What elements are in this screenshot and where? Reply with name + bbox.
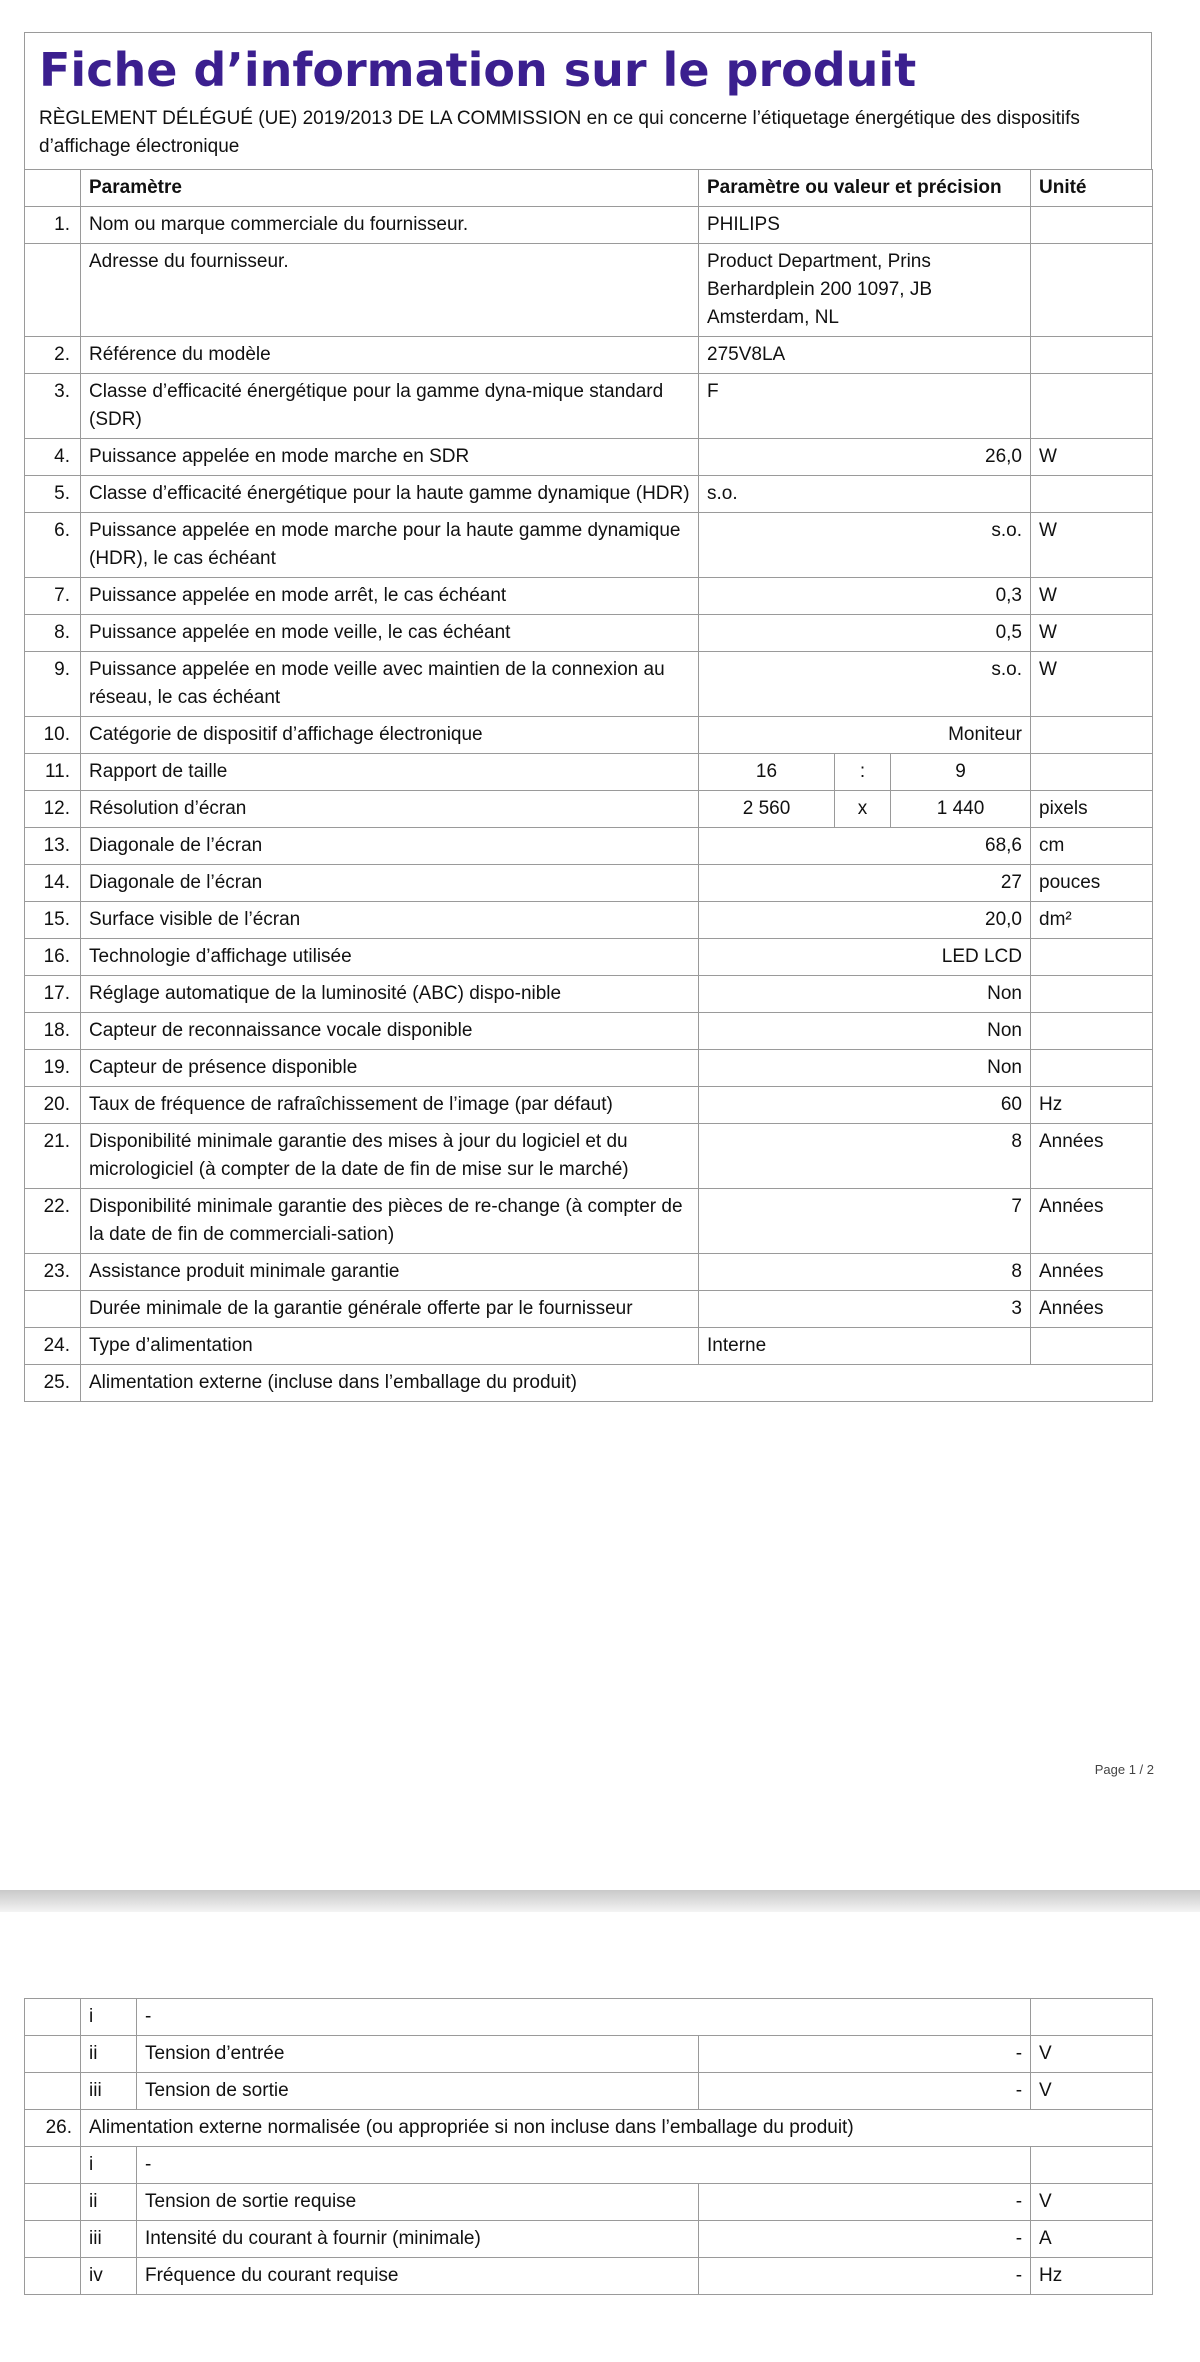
row-label: Rapport de taille: [81, 754, 699, 791]
sub-index: i: [81, 1999, 137, 2036]
row-number: 6.: [25, 513, 81, 578]
row-value: 8: [699, 1254, 1031, 1291]
row-label: Nom ou marque commerciale du fournisseur.: [81, 207, 699, 244]
row-value: Non: [699, 1050, 1031, 1087]
row-number: [25, 2184, 81, 2221]
resolution-width: 2 560: [699, 791, 835, 828]
row-unit: Années: [1031, 1124, 1153, 1189]
row-number: [25, 2221, 81, 2258]
row-label: Tension d’entrée: [137, 2036, 699, 2073]
row-value: 60: [699, 1087, 1031, 1124]
row-number: [25, 2258, 81, 2295]
row-label: Résolution d’écran: [81, 791, 699, 828]
row-number: 23.: [25, 1254, 81, 1291]
row-label: Durée minimale de la garantie générale offerte par le fournisseur: [81, 1291, 699, 1328]
row-number: 18.: [25, 1013, 81, 1050]
header-box: [24, 32, 1152, 169]
row-number: 11.: [25, 754, 81, 791]
table-row: [25, 2184, 1153, 2221]
row-label: Intensité du courant à fournir (minimale): [137, 2221, 699, 2258]
row-number: 14.: [25, 865, 81, 902]
row-unit: Années: [1031, 1189, 1153, 1254]
table-row: [25, 652, 1153, 717]
row-label: Capteur de présence disponible: [81, 1050, 699, 1087]
row-value: 275V8LA: [699, 337, 1031, 374]
table-row: [25, 207, 1153, 244]
sub-index: ii: [81, 2036, 137, 2073]
header-num-cell: [25, 170, 81, 207]
row-label: Puissance appelée en mode marche pour la haute gamme dynamique (HDR), le cas échéant: [81, 513, 699, 578]
table-row: [25, 1013, 1153, 1050]
row-number: 22.: [25, 1189, 81, 1254]
page-separator: [0, 1890, 1200, 1912]
row-label: Diagonale de l’écran: [81, 828, 699, 865]
table-row: [25, 2258, 1153, 2295]
row-unit: [1031, 2147, 1153, 2184]
row-label: Tension de sortie: [137, 2073, 699, 2110]
page-one: [24, 32, 1152, 1402]
row-unit: cm: [1031, 828, 1153, 865]
row-label: Disponibilité minimale garantie des mises à jour du logiciel et du micrologiciel (à compter de la date de fin de mise sur le marché): [81, 1124, 699, 1189]
table-row: [25, 337, 1153, 374]
resolution-separator: x: [835, 791, 891, 828]
ratio-height: 9: [891, 754, 1031, 791]
row-unit: Hz: [1031, 1087, 1153, 1124]
row-unit: [1031, 337, 1153, 374]
regulation-subtitle: RÈGLEMENT DÉLÉGUÉ (UE) 2019/2013 DE LA COMMISSION en ce qui concerne l’étiquetage énergétique des dispositifs d’affichage électronique: [39, 108, 1080, 157]
row-number: [25, 1291, 81, 1328]
row-value: Non: [699, 1013, 1031, 1050]
sub-index: iii: [81, 2073, 137, 2110]
table-row: [25, 1087, 1153, 1124]
row-number: 17.: [25, 976, 81, 1013]
sub-index: i: [81, 2147, 137, 2184]
row-number: [25, 2073, 81, 2110]
row-unit: [1031, 207, 1153, 244]
row-unit: dm²: [1031, 902, 1153, 939]
row-value: -: [699, 2036, 1031, 2073]
table-row: [25, 1365, 1153, 1402]
table-row: [25, 1254, 1153, 1291]
table-row: [25, 1189, 1153, 1254]
row-unit: [1031, 976, 1153, 1013]
row-value: Non: [699, 976, 1031, 1013]
row-number: 25.: [25, 1365, 81, 1402]
row-value: 0,3: [699, 578, 1031, 615]
ratio-separator: :: [835, 754, 891, 791]
row-unit: [1031, 476, 1153, 513]
row-label: Type d’alimentation: [81, 1328, 699, 1365]
row-label: Surface visible de l’écran: [81, 902, 699, 939]
row-unit: [1031, 1050, 1153, 1087]
table-row: [25, 1291, 1153, 1328]
table-row: [25, 374, 1153, 439]
table-row: [25, 828, 1153, 865]
row-label: Diagonale de l’écran: [81, 865, 699, 902]
table-row: [25, 476, 1153, 513]
row-value: s.o.: [699, 513, 1031, 578]
row-label: Disponibilité minimale garantie des pièces de re-change (à compter de la date de fin de commerciali-sation): [81, 1189, 699, 1254]
row-unit: Années: [1031, 1291, 1153, 1328]
row-number: [25, 244, 81, 337]
row-label: Puissance appelée en mode veille avec maintien de la connexion au réseau, le cas échéant: [81, 652, 699, 717]
row-unit: W: [1031, 513, 1153, 578]
row-value: s.o.: [699, 476, 1031, 513]
row-value: Moniteur: [699, 717, 1031, 754]
header-unit: Unité: [1031, 170, 1153, 207]
row-unit: Hz: [1031, 2258, 1153, 2295]
row-value: -: [699, 2221, 1031, 2258]
table-row: [25, 615, 1153, 652]
row-unit: [1031, 717, 1153, 754]
row-unit: Années: [1031, 1254, 1153, 1291]
row-value: -: [699, 2184, 1031, 2221]
row-number: 21.: [25, 1124, 81, 1189]
row-number: 12.: [25, 791, 81, 828]
sub-index: ii: [81, 2184, 137, 2221]
row-label: Référence du modèle: [81, 337, 699, 374]
row-label: Taux de fréquence de rafraîchissement de l’image (par défaut): [81, 1087, 699, 1124]
row-number: 7.: [25, 578, 81, 615]
row-value: -: [699, 2073, 1031, 2110]
row-unit: [1031, 1328, 1153, 1365]
product-info-table: [24, 169, 1153, 1402]
row-number: 3.: [25, 374, 81, 439]
table-row: [25, 2073, 1153, 2110]
table-row: [25, 439, 1153, 476]
table-row: [25, 578, 1153, 615]
sub-index: iii: [81, 2221, 137, 2258]
row-unit: [1031, 754, 1153, 791]
row-value: 27: [699, 865, 1031, 902]
page-number: Page 1 / 2: [1094, 1762, 1154, 1777]
row-number: 13.: [25, 828, 81, 865]
row-number: 10.: [25, 717, 81, 754]
table-row: [25, 717, 1153, 754]
row-number: 8.: [25, 615, 81, 652]
row-number: 19.: [25, 1050, 81, 1087]
row-unit: V: [1031, 2073, 1153, 2110]
row-label: Alimentation externe (incluse dans l’emballage du produit): [81, 1365, 1153, 1402]
table-row: [25, 513, 1153, 578]
row-value: PHILIPS: [699, 207, 1031, 244]
table-row: [25, 976, 1153, 1013]
row-unit: pouces: [1031, 865, 1153, 902]
row-number: 24.: [25, 1328, 81, 1365]
table-row: [25, 244, 1153, 337]
row-label: Capteur de reconnaissance vocale disponible: [81, 1013, 699, 1050]
page-title: Fiche d’information sur le produit: [39, 43, 917, 97]
row-label: Réglage automatique de la luminosité (ABC) dispo-nible: [81, 976, 699, 1013]
row-label: Puissance appelée en mode arrêt, le cas échéant: [81, 578, 699, 615]
row-unit: W: [1031, 615, 1153, 652]
row-label: Assistance produit minimale garantie: [81, 1254, 699, 1291]
row-value: 8: [699, 1124, 1031, 1189]
row-unit: [1031, 244, 1153, 337]
row-number: 9.: [25, 652, 81, 717]
row-value: 68,6: [699, 828, 1031, 865]
table-row: [25, 2036, 1153, 2073]
row-unit: [1031, 374, 1153, 439]
row-unit: pixels: [1031, 791, 1153, 828]
row-label: Puissance appelée en mode marche en SDR: [81, 439, 699, 476]
row-label: Adresse du fournisseur.: [81, 244, 699, 337]
row-value: Interne: [699, 1328, 1031, 1365]
row-value: 7: [699, 1189, 1031, 1254]
row-value: 0,5: [699, 615, 1031, 652]
row-unit: [1031, 1013, 1153, 1050]
table-row: [25, 2147, 1153, 2184]
table-row: [25, 791, 1153, 828]
row-unit: V: [1031, 2184, 1153, 2221]
row-label: Alimentation externe normalisée (ou appropriée si non incluse dans l’emballage du produit): [81, 2110, 1153, 2147]
row-unit: W: [1031, 578, 1153, 615]
row-number: 4.: [25, 439, 81, 476]
table-row: [25, 1050, 1153, 1087]
row-value: F: [699, 374, 1031, 439]
table-row: [25, 2221, 1153, 2258]
ratio-width: 16: [699, 754, 835, 791]
row-label: -: [137, 1999, 1031, 2036]
row-number: 26.: [25, 2110, 81, 2147]
table-row: [25, 902, 1153, 939]
sub-index: iv: [81, 2258, 137, 2295]
row-number: 1.: [25, 207, 81, 244]
row-value: 3: [699, 1291, 1031, 1328]
power-supply-table: [24, 1998, 1153, 2295]
table-row: [25, 1124, 1153, 1189]
row-unit: V: [1031, 2036, 1153, 2073]
row-unit: W: [1031, 439, 1153, 476]
table-row: [25, 754, 1153, 791]
row-unit: W: [1031, 652, 1153, 717]
row-number: [25, 2147, 81, 2184]
row-unit: [1031, 1999, 1153, 2036]
row-label: Tension de sortie requise: [137, 2184, 699, 2221]
row-number: 15.: [25, 902, 81, 939]
header-param: Paramètre: [81, 170, 699, 207]
header-value: Paramètre ou valeur et précision: [699, 170, 1031, 207]
table-row: [25, 2110, 1153, 2147]
table-row: [25, 865, 1153, 902]
table-row: [25, 1999, 1153, 2036]
row-value: -: [699, 2258, 1031, 2295]
row-label: Classe d’efficacité énergétique pour la haute gamme dynamique (HDR): [81, 476, 699, 513]
resolution-height: 1 440: [891, 791, 1031, 828]
row-label: -: [137, 2147, 1031, 2184]
row-number: 20.: [25, 1087, 81, 1124]
row-number: [25, 1999, 81, 2036]
row-label: Fréquence du courant requise: [137, 2258, 699, 2295]
row-unit: A: [1031, 2221, 1153, 2258]
table-row: [25, 1328, 1153, 1365]
row-value: s.o.: [699, 652, 1031, 717]
row-unit: [1031, 939, 1153, 976]
row-number: 16.: [25, 939, 81, 976]
row-number: 5.: [25, 476, 81, 513]
page-two: [24, 1998, 1152, 2295]
table-row: [25, 939, 1153, 976]
row-value: Product Department, Prins Berhardplein 200 1097, JB Amsterdam, NL: [699, 244, 1031, 337]
row-label: Classe d’efficacité énergétique pour la gamme dyna-mique standard (SDR): [81, 374, 699, 439]
row-number: 2.: [25, 337, 81, 374]
row-label: Catégorie de dispositif d’affichage électronique: [81, 717, 699, 754]
row-label: Technologie d’affichage utilisée: [81, 939, 699, 976]
row-value: 26,0: [699, 439, 1031, 476]
row-number: [25, 2036, 81, 2073]
table-header-row: [25, 170, 1153, 207]
row-label: Puissance appelée en mode veille, le cas échéant: [81, 615, 699, 652]
row-value: LED LCD: [699, 939, 1031, 976]
row-value: 20,0: [699, 902, 1031, 939]
